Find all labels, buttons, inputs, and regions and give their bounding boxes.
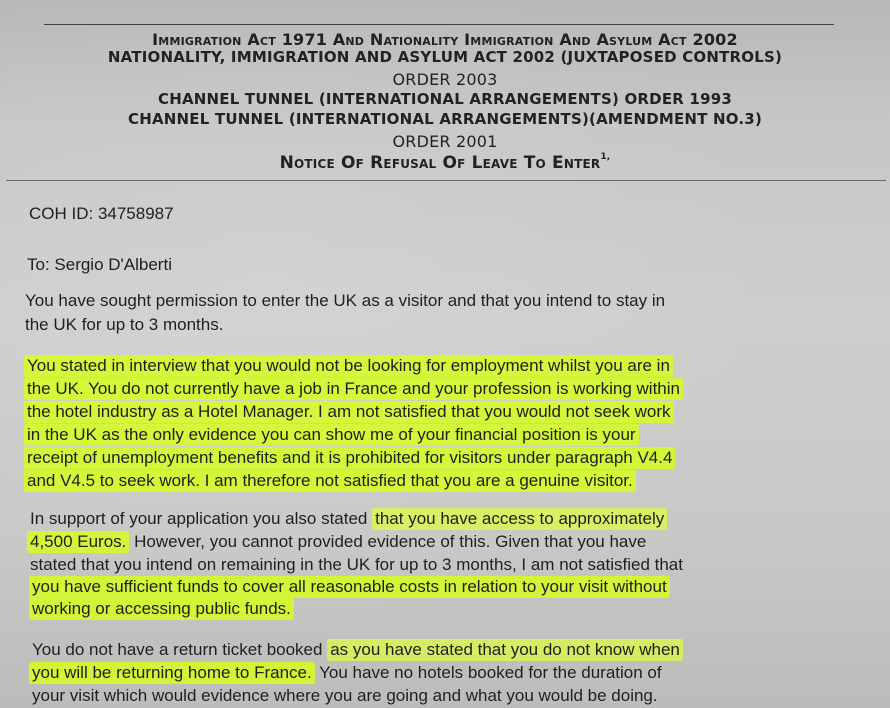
header-act-line-5: CHANNEL TUNNEL (INTERNATIONAL ARRANGEMENTS)(AMENDMENT NO.3) bbox=[127, 110, 762, 128]
paragraph-1-line-1: You have sought permission to enter the UK as a visitor and that you intend to stay in bbox=[25, 291, 666, 310]
paragraph-4-line-3: your visit which would evidence where you are going and what you would be doing. bbox=[32, 686, 658, 705]
highlighted-text: receipt of unemployment benefits and it is prohibited for visitors under paragraph V4.4 bbox=[24, 447, 675, 469]
header-act-line-1: Immigration Act 1971 And Nationality Immigration And Asylum Act 2002 bbox=[152, 30, 738, 49]
paragraph-2-line-1 bbox=[27, 356, 673, 376]
paragraph-4-line-2 bbox=[32, 663, 662, 683]
notice-title-footnote: 1, bbox=[600, 152, 611, 162]
header-top-rule bbox=[44, 24, 834, 25]
highlighted-text: you have sufficient funds to cover all reasonable costs in relation to your visit without bbox=[29, 576, 670, 598]
coh-id: COH ID: 34758987 bbox=[29, 204, 174, 223]
paragraph-3-line-1-plain: In support of your application you also stated bbox=[30, 509, 373, 528]
highlighted-text: You stated in interview that you would not be looking for employment whilst you are in bbox=[24, 355, 673, 377]
paragraph-2-line-2 bbox=[27, 379, 683, 399]
paragraph-4-line-1 bbox=[32, 640, 683, 660]
addressee: To: Sergio D'Alberti bbox=[27, 255, 172, 274]
header-act-line-3: ORDER 2003 bbox=[392, 70, 498, 89]
paragraph-3-line-2 bbox=[30, 532, 646, 552]
paragraph-3-line-4 bbox=[32, 577, 670, 597]
header-act-line-6: ORDER 2001 bbox=[392, 132, 498, 151]
paragraph-3-line-2-plain: However, you cannot provided evidence of this. Given that you have bbox=[129, 532, 647, 551]
highlighted-text: and V4.5 to seek work. I am therefore not satisfied that you are a genuine visitor. bbox=[24, 470, 636, 492]
header-bottom-rule bbox=[6, 180, 886, 181]
paragraph-1-line-2: the UK for up to 3 months. bbox=[25, 315, 224, 334]
paragraph-4-line-2-plain: You have no hotels booked for the duration of bbox=[314, 663, 662, 682]
highlighted-text: the UK. You do not currently have a job in France and your profession is working within bbox=[24, 378, 683, 400]
paragraph-3-line-5 bbox=[32, 599, 294, 619]
notice-title bbox=[30, 152, 860, 173]
paragraph-4-line-1-plain: You do not have a return ticket booked bbox=[32, 640, 328, 659]
highlighted-text: you will be returning home to France. bbox=[29, 662, 315, 684]
paragraph-3-line-3: stated that you intend on remaining in the UK for up to 3 months, I am not satisfied that bbox=[30, 555, 683, 574]
highlighted-text: that you have access to approximately bbox=[372, 508, 667, 530]
paragraph-2-line-3 bbox=[27, 402, 674, 422]
paragraph-2-line-5 bbox=[27, 448, 675, 468]
paragraph-2-line-4 bbox=[27, 425, 639, 445]
notice-title-text: Notice Of Refusal Of Leave To Enter bbox=[279, 153, 601, 173]
highlighted-text: working or accessing public funds. bbox=[29, 598, 294, 620]
highlighted-text: 4,500 Euros. bbox=[27, 531, 129, 553]
highlighted-text: the hotel industry as a Hotel Manager. I am not satisfied that you would not seek work bbox=[24, 401, 674, 423]
paragraph-2-line-6 bbox=[27, 471, 636, 491]
paragraph-3-line-1 bbox=[30, 509, 667, 529]
header-act-line-2: NATIONALITY, IMMIGRATION AND ASYLUM ACT 2002 (JUXTAPOSED CONTROLS) bbox=[107, 48, 783, 66]
highlighted-text: in the UK as the only evidence you can show me of your financial position is your bbox=[24, 424, 639, 446]
highlighted-text: as you have stated that you do not know when bbox=[327, 639, 683, 661]
header-act-line-4: CHANNEL TUNNEL (INTERNATIONAL ARRANGEMENTS) ORDER 1993 bbox=[158, 90, 732, 108]
